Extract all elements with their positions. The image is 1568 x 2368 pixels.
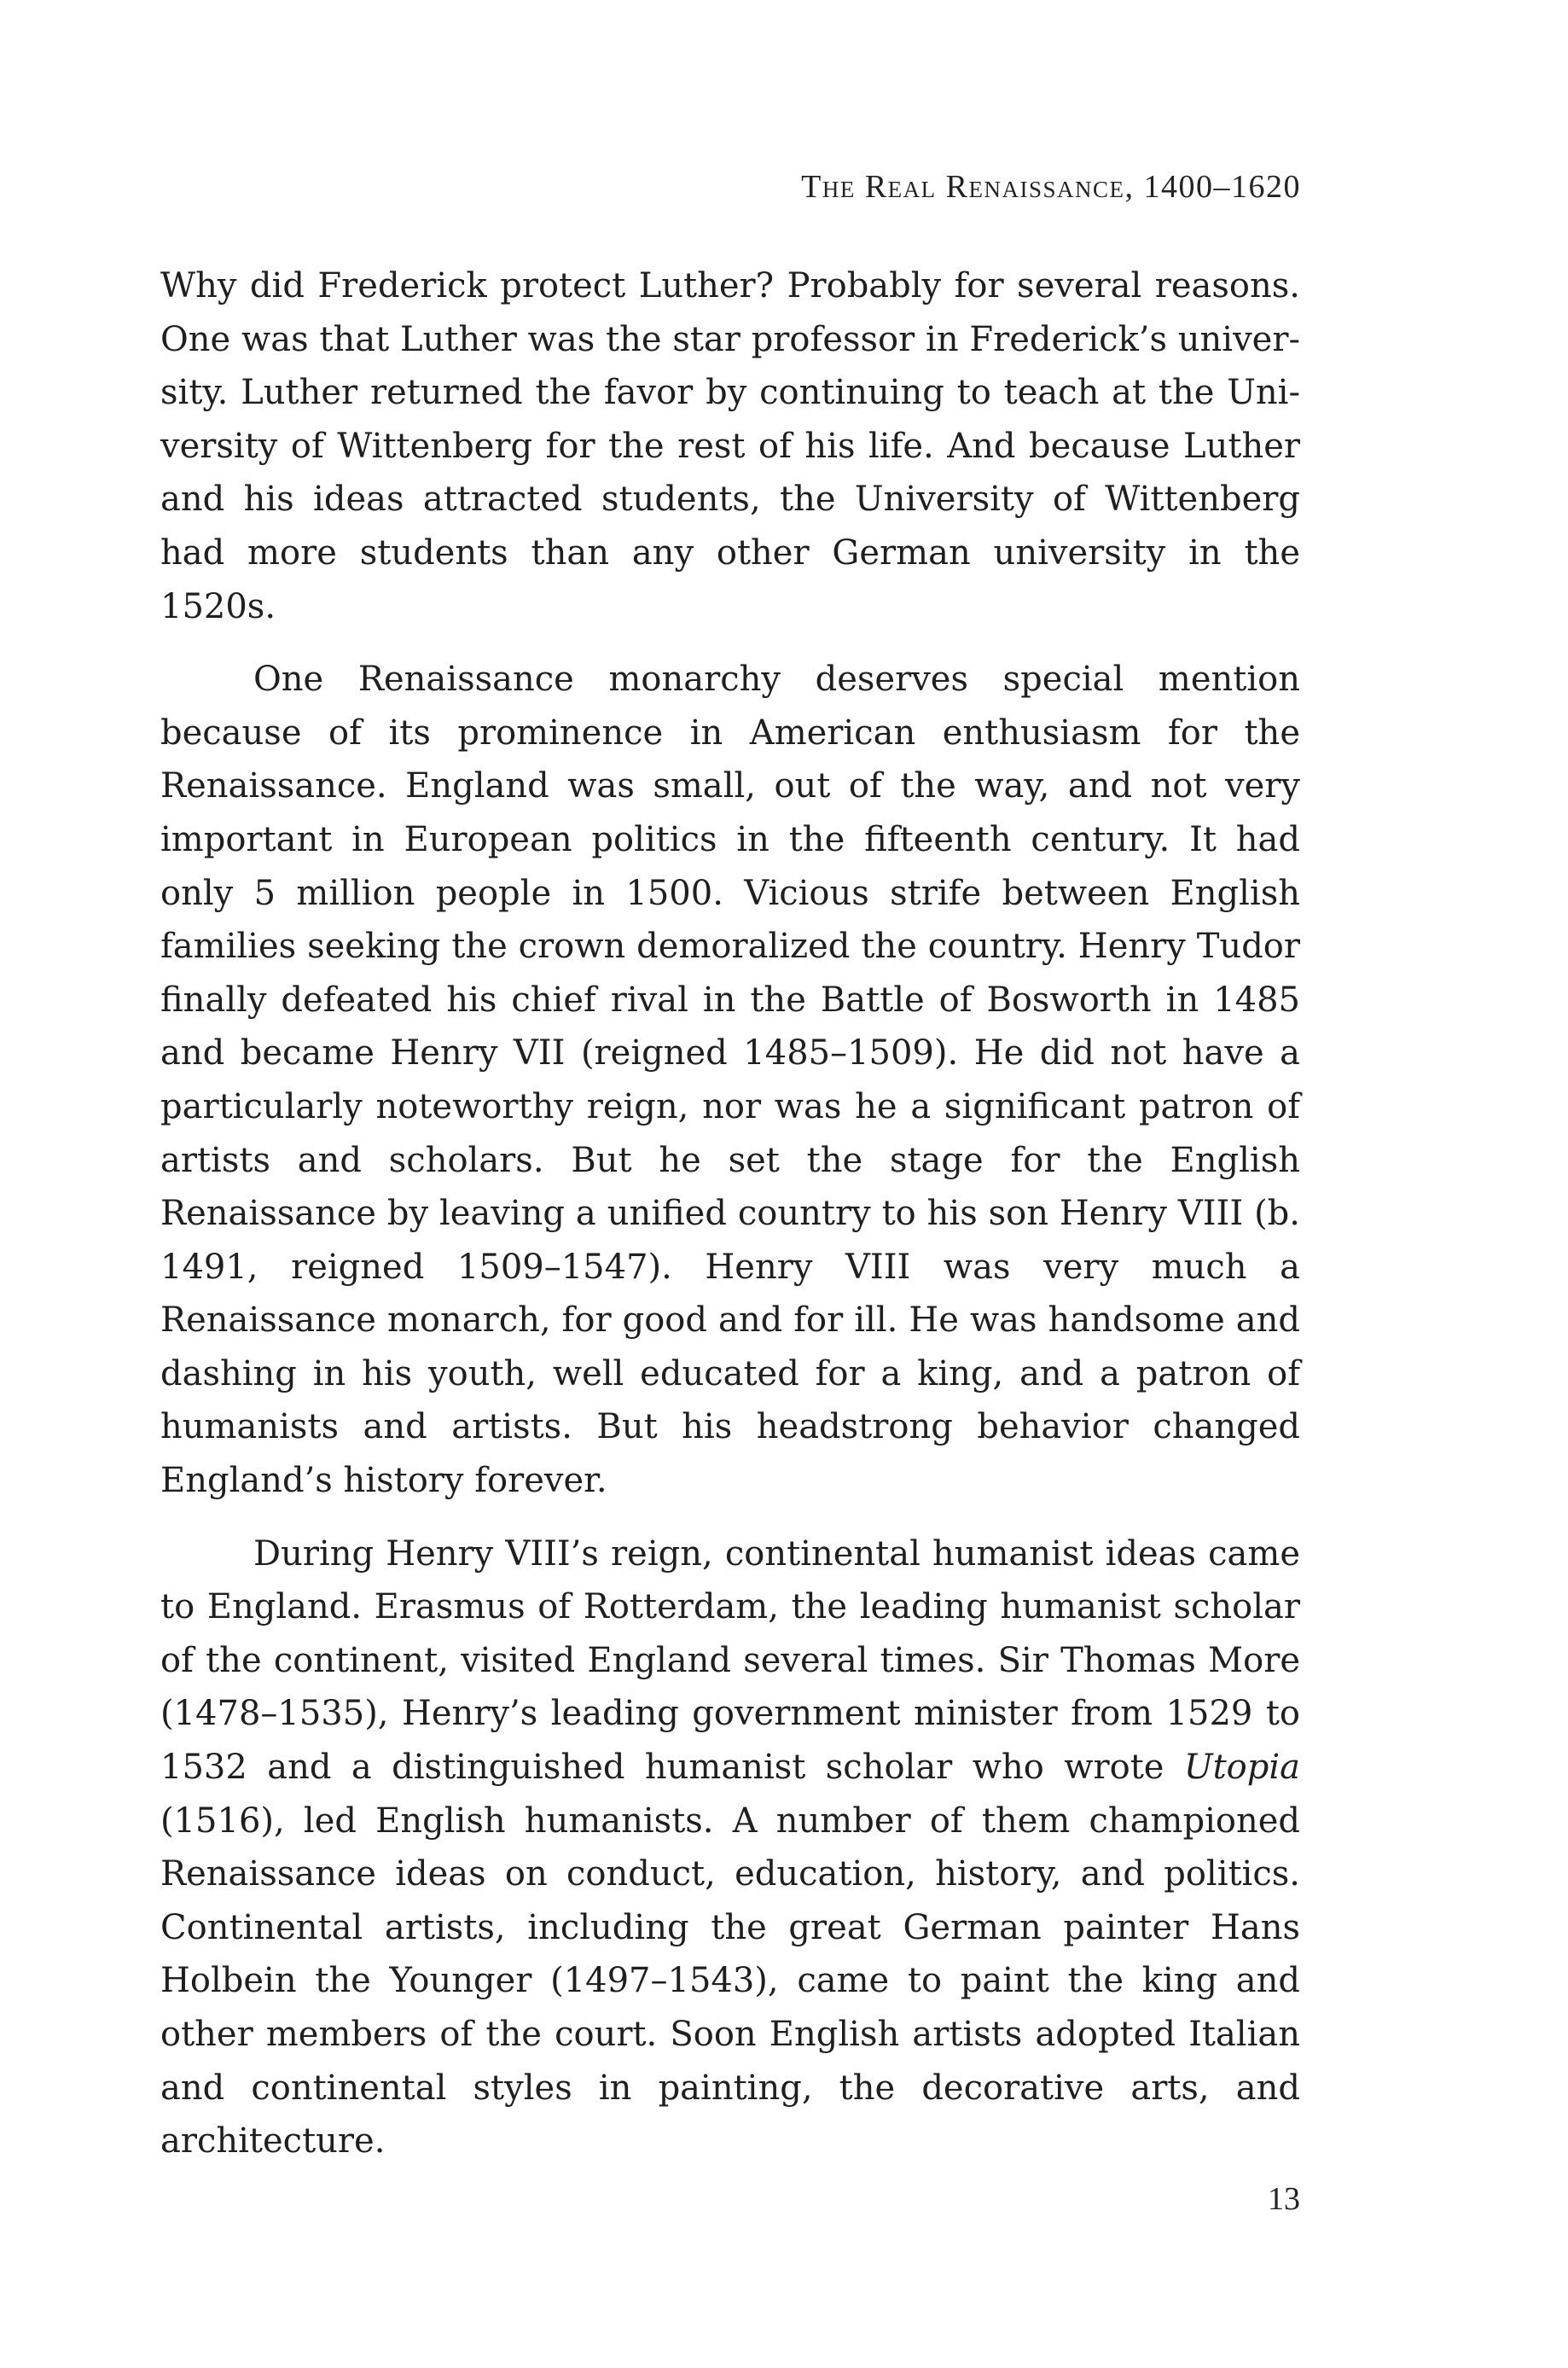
paragraph-text-part: (1516), led English humanists. A number of them championed Renaissance ideas on conduct, education, history, and politics. Continental artists, including the great German painter Hans Holbein the Younger (1497–1543), came to paint the king and other members of the court. Soon English artists adopted Italian and continental styles in painting, the decorative arts, and architecture. xyxy=(160,1801,1300,2161)
paragraph-frederick-luther: Why did Frederick protect Luther? Probably for several reasons. One was that Luther was the star professor in Frederick’s university. Luther returned the favor by continuing to teach at the University of Wittenberg for the rest of his life. And because Luther and his ideas attracted students, the University of Wittenberg had more students than any other German university in the 1520s. xyxy=(160,266,1300,626)
paragraph-english-humanism xyxy=(160,1527,1300,2168)
running-head: The Real Renaissance, 1400–1620 xyxy=(801,169,1301,205)
paragraph-english-monarchy: One Renaissance monarchy deserves special mention because of its prominence in American enthusiasm for the Renaissance. England was small, out of the way, and not very important in European politics in the fifteenth century. It had only 5 million people in 1500. Vicious strife between English families seeking the crown demoralized the country. Henry Tudor finally defeated his chief rival in the Battle of Bosworth in 1485 and became Henry VII (reigned 1485–1509). He did not have a particularly noteworthy reign, nor was he a significant patron of artists and scholars. But he set the stage for the English Renaissance by leaving a unified country to his son Henry VIII (b. 1491, reigned 1509–1547). Henry VIII was very much a Renaissance monarch, for good and for ill. He was handsome and dashing in his youth, well educated for a king, and a patron of humanists and artists. But his headstrong behavior changed England’s history forever. xyxy=(160,660,1300,1501)
paragraph-text-part: During Henry VIII’s reign, continental humanist ideas came to England. Erasmus of Rotterdam, the leading humanist scholar of the continent, visited England several times. Sir Thomas More (1478–1535), Henry’s leading government minister from 1529 to 1532 and a distinguished humanist scholar who wrote xyxy=(160,1533,1300,1788)
body-text xyxy=(160,259,1300,2168)
page-number: 13 xyxy=(1268,2181,1300,2217)
book-title-utopia: Utopia xyxy=(1183,1748,1300,1788)
